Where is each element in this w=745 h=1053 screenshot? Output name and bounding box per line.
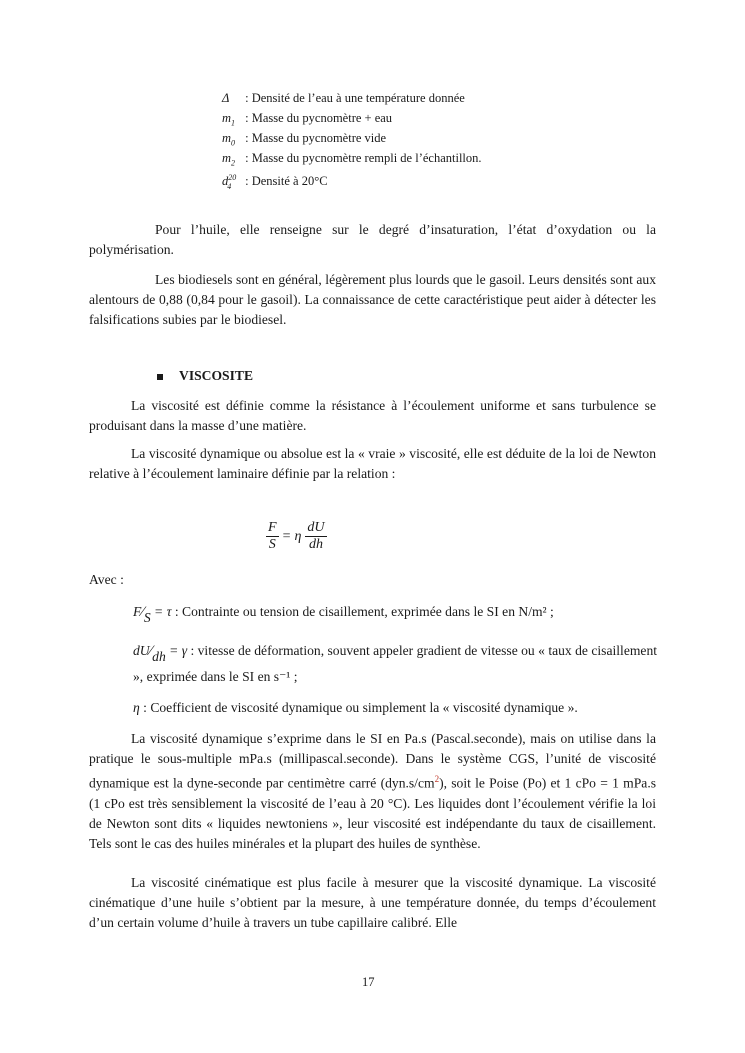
item-eta: η : Coefficient de viscosité dynamique ou simplement la « viscosité dynamique ». [133,700,578,715]
definition-m0: $m_0$ : Masse du pycnomètre vide [222,131,387,148]
definition-m2: $m_2$ : Masse du pycnomètre rempli de l’échantillon. [222,151,482,168]
paragraph-viscosity-definition: La viscosité est définie comme la résistance à l’écoulement uniforme et sans turbulence se produisant dans la masse d’une matière. [89,398,656,433]
section-heading: VISCOSITE [157,368,253,384]
paragraph-units: La viscosité dynamique s’exprime dans le SI en Pa.s (Pascal.seconde), mais on utilise dans la pratique le sous-multiple mPa.s (millipascal.seconde). Dans le système CGS, l’unité de viscosité dynamique est la dyne-seconde par centimètre carré (dyn.s/cm$^2$), soit le Poise (Po) et 1 cPo = 1 mPa.s (1 cPo est très sensiblement la viscosité de l’eau à 20 °C). Les liquides dont l’écoulement vérifie la loi de Newton sont dits « liquides newtoniens », leur viscosité est indépendante du taux de cisaillement. Tels sont le cas des huiles minérales et la plupart des huiles de synthèse. [89,731,657,851]
paragraph-oil: Pour l’huile, elle renseigne sur le degré d’insaturation, l’état d’oxydation ou la polymérisation. [89,222,656,257]
symbol-definitions [222,88,482,191]
item-shear-stress: F⁄S = τ : Contrainte ou tension de cisaillement, exprimée dans le SI en N/m² ; [133,604,554,625]
definition-m1: $m_1$ : Masse du pycnomètre + eau [222,111,393,128]
item-shear-rate: dU⁄dh = γ : vitesse de déformation, souvent appeler gradient de vitesse ou « taux de cisaillement », exprimée dans le SI en s⁻¹ ; [133,643,658,684]
definition-delta: Δ : Densité de l’eau à une température donnée [222,88,482,108]
avec-label: Avec : [89,572,124,587]
newton-equation: $\frac{F}{S}$ = η $\frac{dU}{dh}$ [268,520,325,552]
definition-d420: $d^{20}_4$ : Densité à 20°C [222,173,328,191]
paragraph-dynamic-viscosity: La viscosité dynamique ou absolue est la « vraie » viscosité, elle est déduite de la loi de Newton relative à l’écoulement laminaire définie par la relation : [89,446,656,481]
square-bullet-icon [157,374,163,380]
symbol: Δ [222,91,230,105]
page-number: 17 [362,975,375,989]
footnote-reference[interactable]: 2 [434,774,440,784]
paragraph-kinematic: La viscosité cinématique est plus facile à mesurer que la viscosité dynamique. La viscosité cinématique d’une huile s’obtient par la mesure, à une température donnée, du temps d’écoulement d’un certain volume d’huile à travers un tube capillaire calibré. Elle [89,875,656,930]
paragraph-biodiesel: Les biodiesels sont en général, légèrement plus lourds que le gasoil. Leurs densités sont aux alentours de 0,88 (0,84 pour le gasoil). La connaissance de cette caractéristique peut aider à détecter les falsifications subies par le biodiesel. [89,272,656,327]
